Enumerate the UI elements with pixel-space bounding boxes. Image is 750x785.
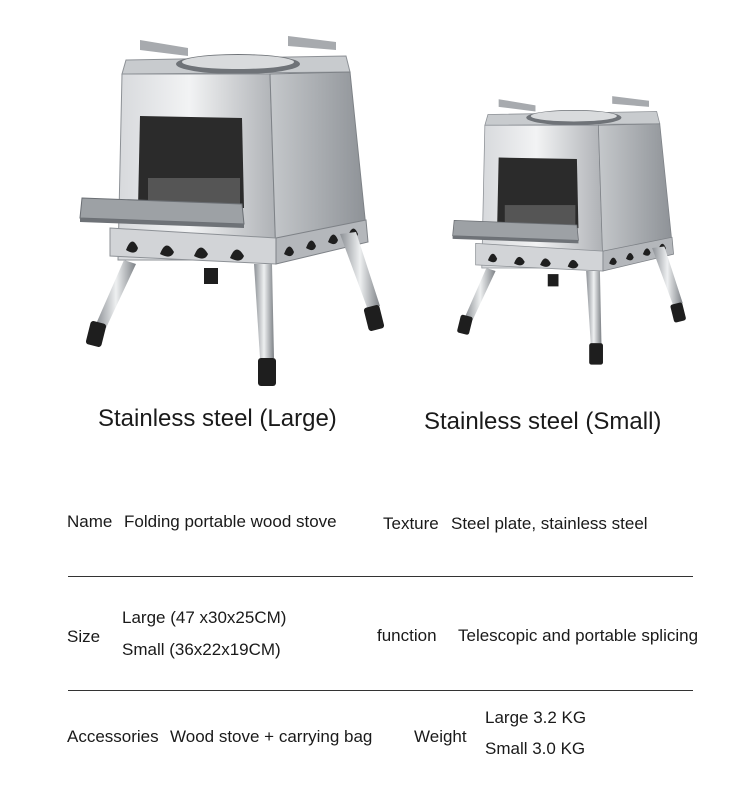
- spec-divider-2: [68, 690, 693, 691]
- spec-weight-label: Weight: [414, 727, 467, 746]
- wood-stove-large-photo: [78, 28, 388, 393]
- spec-name-value: Folding portable wood stove: [124, 512, 337, 531]
- spec-name-label: Name: [67, 512, 113, 531]
- spec-size-label: Size: [67, 627, 101, 646]
- spec-size-large: Large (47 x30x25CM): [122, 608, 287, 627]
- caption-small: Stainless steel (Small): [424, 408, 662, 435]
- spec-weight-large: Large 3.2 KG: [485, 708, 587, 727]
- caption-large: Stainless steel (Large): [98, 405, 337, 432]
- spec-function-label: function: [377, 626, 437, 645]
- spec-texture-label: Texture: [383, 514, 439, 533]
- spec-accessories-label: Accessories: [67, 727, 159, 746]
- wood-stove-small-photo: [450, 90, 690, 370]
- spec-weight-small: Small 3.0 KG: [485, 739, 586, 758]
- spec-divider-1: [68, 576, 693, 577]
- spec-size-small: Small (36x22x19CM): [122, 640, 281, 659]
- spec-texture-value: Steel plate, stainless steel: [451, 514, 648, 533]
- spec-function-value: Telescopic and portable splicing: [458, 626, 699, 645]
- spec-accessories-value: Wood stove + carrying bag: [170, 727, 373, 746]
